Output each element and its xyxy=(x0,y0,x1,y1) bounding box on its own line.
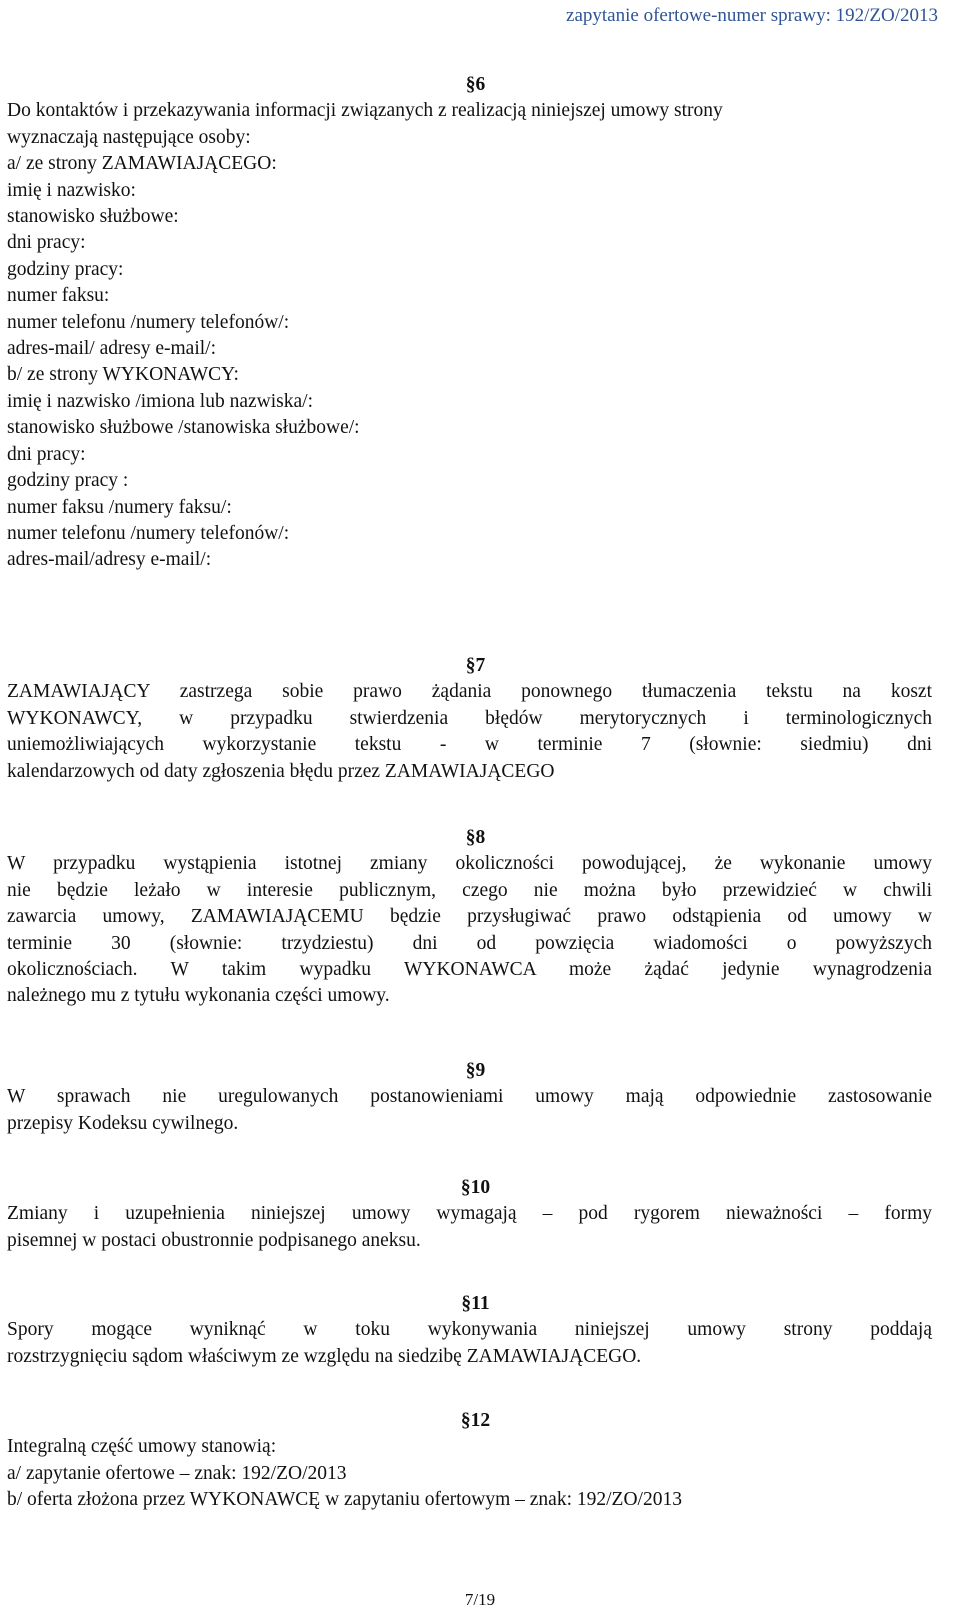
section-title: §9 xyxy=(465,1060,486,1081)
text-line: a/ ze strony ZAMAWIAJĄCEGO: xyxy=(7,153,277,175)
section-title: §6 xyxy=(465,74,486,95)
text-line: okolicznościach. W takim wypadku WYKONAWCA może żądać jedynie wynagrodzenia xyxy=(7,959,932,981)
text-line: rozstrzygnięciu sądom właściwym ze względu na siedzibę ZAMAWIAJĄCEGO. xyxy=(7,1345,642,1367)
text-line: wyznaczają następujące osoby: xyxy=(7,126,251,148)
text-line: ZAMAWIAJĄCY zastrzega sobie prawo żądania ponownego tłumaczenia tekstu na koszt xyxy=(7,681,932,703)
text-line: b/ ze strony WYKONAWCY: xyxy=(7,364,239,386)
section-title: §11 xyxy=(461,1293,490,1314)
section-title: §8 xyxy=(465,827,486,848)
section-title: §10 xyxy=(460,1177,491,1198)
text-line: nie będzie leżało w interesie publicznym, czego nie można było przewidzieć w chwili xyxy=(7,879,932,901)
text-line: dni pracy: xyxy=(7,232,86,254)
text-line: numer faksu /numery faksu/: xyxy=(7,496,232,518)
text-line: kalendarzowych od daty zgłoszenia błędu przez ZAMAWIAJĄCEGO xyxy=(7,760,555,782)
text-line: stanowisko służbowe: xyxy=(7,206,179,228)
section-9 xyxy=(7,1058,932,1137)
text-line: imię i nazwisko: xyxy=(7,179,136,201)
text-line: dni pracy: xyxy=(7,443,86,465)
section-11 xyxy=(7,1291,932,1370)
section-title: §12 xyxy=(460,1410,491,1431)
page-number: 7/19 xyxy=(464,1590,496,1609)
text-line: WYKONAWCY, w przypadku stwierdzenia błędów merytorycznych i terminologicznych xyxy=(7,707,932,729)
section-title: §7 xyxy=(465,655,486,676)
text-line: godziny pracy : xyxy=(7,470,129,492)
text-line: należnego mu z tytułu wykonania części umowy. xyxy=(7,985,390,1007)
text-line: numer telefonu /numery telefonów/: xyxy=(7,522,290,544)
text-line: godziny pracy: xyxy=(7,258,124,280)
text-line: adres-mail/adresy e-mail/: xyxy=(7,549,212,571)
text-line: zawarcia umowy, ZAMAWIAJĄCEMU będzie przysługiwać prawo odstąpienia od umowy w xyxy=(7,906,932,928)
text-line: W przypadku wystąpienia istotnej zmiany okoliczności powodującej, że wykonanie umowy xyxy=(7,853,932,875)
text-line: Zmiany i uzupełnienia niniejszej umowy wymagają – pod rygorem nieważności – formy xyxy=(7,1203,932,1225)
text-line: W sprawach nie uregulowanych postanowieniami umowy mają odpowiednie zastosowanie xyxy=(7,1086,932,1108)
text-line: stanowisko służbowe /stanowiska służbowe/: xyxy=(7,417,360,439)
text-line: uniemożliwiających wykorzystanie tekstu - w terminie 7 (słownie: siedmiu) dni xyxy=(7,734,932,756)
section-10 xyxy=(7,1175,932,1254)
text-line: numer faksu: xyxy=(7,285,110,307)
text-line: adres-mail/ adresy e-mail/: xyxy=(7,338,216,360)
section-8 xyxy=(7,825,932,1010)
text-line: Do kontaktów i przekazywania informacji związanych z realizacją niniejszej umowy strony xyxy=(7,100,723,122)
text-line: b/ oferta złożona przez WYKONAWCĘ w zapytaniu ofertowym – znak: 192/ZO/2013 xyxy=(7,1489,682,1511)
text-line: numer telefonu /numery telefonów/: xyxy=(7,311,290,333)
text-line: terminie 30 (słownie: trzydziestu) dni od powzięcia wiadomości o powyższych xyxy=(7,932,932,954)
text-line: a/ zapytanie ofertowe – znak: 192/ZO/2013 xyxy=(7,1462,347,1484)
text-line: pisemnej w postaci obustronnie podpisanego aneksu. xyxy=(7,1229,421,1251)
text-line: Integralną część umowy stanowią: xyxy=(7,1436,277,1458)
text-line: imię i nazwisko /imiona lub nazwiska/: xyxy=(7,390,313,412)
text-line: przepisy Kodeksu cywilnego. xyxy=(7,1112,239,1134)
section-12 xyxy=(7,1408,932,1514)
section-7 xyxy=(7,653,932,785)
text-line: Spory mogące wyniknąć w toku wykonywania niniejszej umowy strony poddają xyxy=(7,1319,932,1341)
document-header: zapytanie ofertowe-numer sprawy: 192/ZO/2013 xyxy=(566,5,938,26)
section-6 xyxy=(7,72,932,574)
